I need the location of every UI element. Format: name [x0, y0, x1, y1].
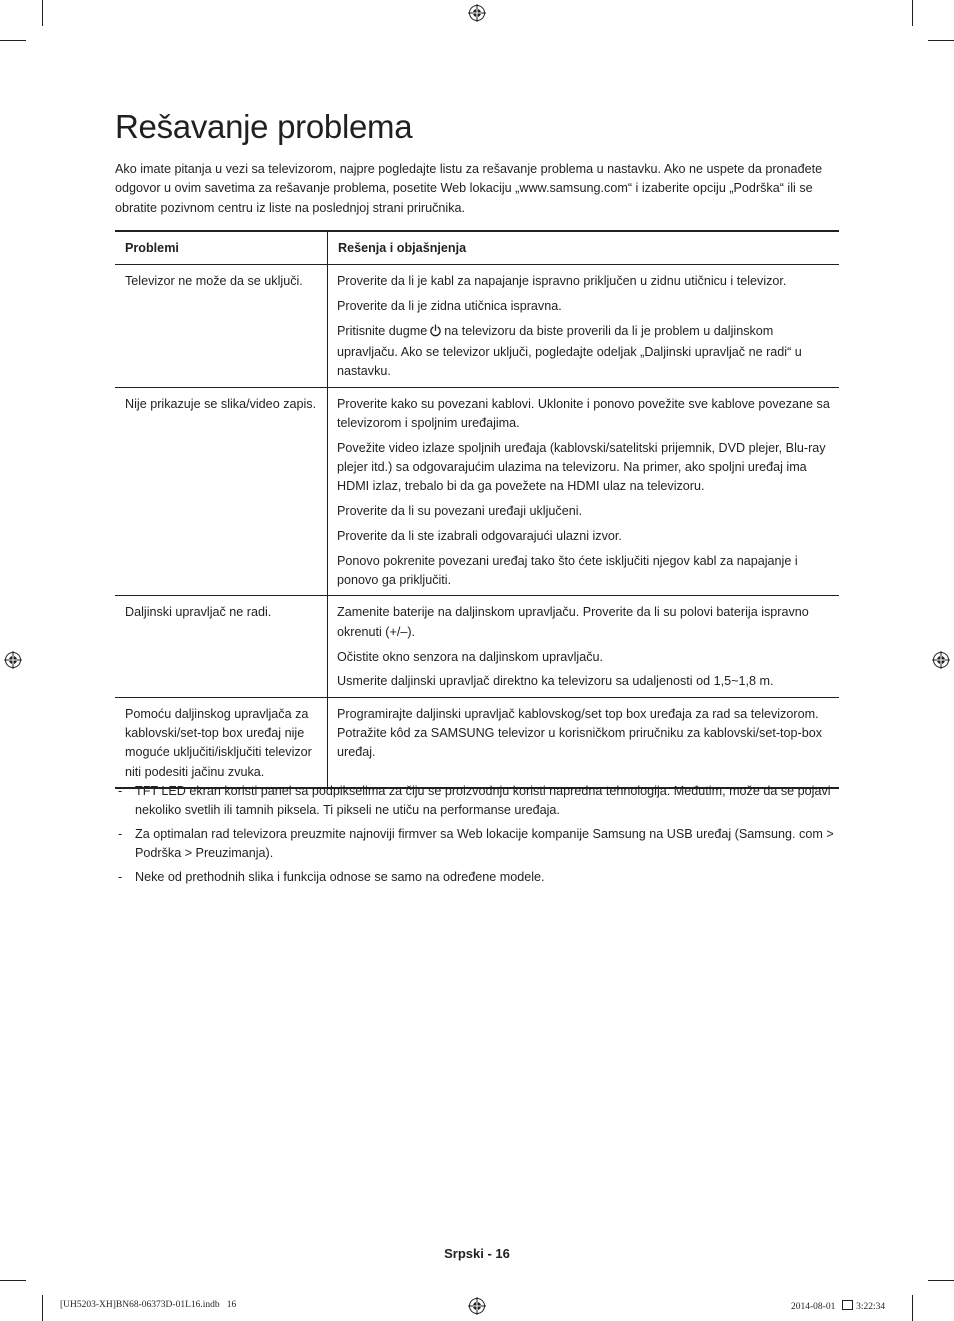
- column-header-solutions: Rešenja i objašnjenja: [328, 231, 840, 265]
- file-slug-text: [UH5203-XH]BN68-06373D-01L16.indb 16: [60, 1300, 237, 1310]
- solution-text: Proverite da li su povezani uređaji uključeni.: [337, 504, 583, 519]
- crop-mark: [42, 1295, 43, 1321]
- solutions-cell: [328, 387, 840, 596]
- solution-text: Povežite video izlaze spoljnih uređaja (kablovski/satelitski prijemnik, DVD plejer, Blu-ray plejer itd.) sa odgovarajućim ulazima na televizoru. Na primer, ako spoljni uređaj ima HDMI izlaz, trebalo bi da ga povežete na HDMI ulaz na televizoru.: [337, 440, 826, 494]
- column-header-problems: Problemi: [115, 231, 328, 265]
- problem-cell: Televizor ne može da se uključi.: [115, 265, 328, 387]
- solutions-cell: [328, 265, 840, 387]
- table-row: [115, 596, 839, 697]
- intro-paragraph: Ako imate pitanja u vezi sa televizorom, najpre pogledajte listu za rešavanje problema u nastavku. Ako ne uspete da pronađete odgovor u ovim savetima za rešavanje problema, posetite Web lokaciju „www.samsung.com“ i izaberite opciju „Podrška“ ili se obratite pozivnom centru iz liste na poslednjoj strani priručnika.: [115, 162, 823, 215]
- crop-mark: [0, 40, 26, 41]
- crop-mark: [928, 1280, 954, 1281]
- crop-mark: [912, 1295, 913, 1321]
- solution-text: Očistite okno senzora na daljinskom upravljaču.: [337, 649, 603, 664]
- note-text: Neke od prethodnih slika i funkcija odnose se samo na određene modele.: [135, 870, 545, 885]
- solution-text-with-icon: [337, 322, 830, 382]
- crop-mark: [42, 0, 43, 26]
- solution-text: Proverite da li ste izabrali odgovarajući ulazni izvor.: [337, 529, 622, 544]
- table-header-row: [115, 231, 839, 265]
- print-time: 3:22:34: [856, 1302, 886, 1312]
- solution-text: Zamenite baterije na daljinskom upravljaču. Proverite da li su polovi baterija ispravno okrenuti (+/–).: [337, 605, 809, 639]
- solution-text: Proverite kako su povezani kablovi. Uklonite i ponovo povežite sve kablove povezane sa televizorom i spoljnim uređajima.: [337, 396, 830, 431]
- problem-cell: Daljinski upravljač ne radi.: [115, 596, 328, 697]
- list-bullet: -: [118, 827, 123, 842]
- crop-mark: [912, 0, 913, 26]
- table-row: [115, 697, 839, 788]
- power-icon: [429, 324, 442, 343]
- file-slug: [60, 1300, 236, 1310]
- solution-text: Proverite da li je kabl za napajanje ispravno priključen u zidnu utičnicu i televizor.: [337, 274, 787, 289]
- registration-mark-icon: [4, 651, 22, 669]
- registration-mark-icon: [468, 1297, 486, 1315]
- solution-text: Usmerite daljinski upravljač direktno ka televizoru sa udaljenosti od 1,5~1,8 m.: [337, 674, 774, 689]
- registration-mark-icon: [468, 4, 486, 22]
- list-bullet: -: [118, 870, 123, 885]
- list-item: [115, 825, 835, 864]
- notes-list: [115, 782, 835, 892]
- list-item: [115, 782, 835, 821]
- solutions-cell: [328, 596, 840, 697]
- print-timestamp: [791, 1300, 885, 1312]
- problem-cell: Nije prikazuje se slika/video zapis.: [115, 387, 328, 596]
- troubleshooting-table: [115, 230, 839, 789]
- glyph-box-icon: [842, 1300, 853, 1310]
- print-date: 2014-08-01: [791, 1302, 836, 1312]
- solution-text-part: Pritisnite dugme: [337, 323, 428, 338]
- note-text: Za optimalan rad televizora preuzmite najnoviji firmver sa Web lokacije kompanije Samsung na USB uređaj (Samsung. com > Podrška > Preuzimanja).: [135, 827, 834, 861]
- crop-mark: [928, 40, 954, 41]
- registration-mark-icon: [932, 651, 950, 669]
- table-row: [115, 387, 839, 596]
- page-title: Rešavanje problema: [115, 108, 413, 145]
- page-number: Srpski - 16: [444, 1246, 510, 1261]
- solution-text: Ponovo pokrenite povezani uređaj tako što ćete isključiti njegov kabl za napajanje i ponovo ga priključiti.: [337, 553, 798, 588]
- crop-mark: [0, 1280, 26, 1281]
- list-item: [115, 868, 835, 887]
- solution-text: Programirajte daljinski upravljač kablovskog/set top box uređaja za rad sa televizorom. Potražite kôd za SAMSUNG televizor u korisničkom priručniku za kablovski/set-top-box uređaj.: [337, 706, 823, 760]
- note-text: TFT LED ekran koristi panel sa podpikselima za čiju se proizvodnju koristi napredna tehnologija. Međutim, može da se pojavi nekoliko svetlih ili tamnih piksela. Ti pikseli ne utiču na performanse uređaja.: [135, 784, 831, 818]
- table-row: [115, 265, 839, 387]
- list-bullet: -: [118, 784, 123, 798]
- problem-cell: Pomoću daljinskog upravljača za kablovski/set-top box uređaj nije moguće uključiti/isključiti televizor niti podesiti jačinu zvuka.: [115, 697, 328, 788]
- solution-text-part: na televizoru da biste proverili da li je problem u daljinskom upravljaču. Ako se televizor uključi, pogledajte odeljak „Daljinski upravljač ne radi“ u nastavku.: [337, 323, 802, 379]
- solutions-cell: [328, 697, 840, 788]
- solution-text: Proverite da li je zidna utičnica ispravna.: [337, 299, 562, 314]
